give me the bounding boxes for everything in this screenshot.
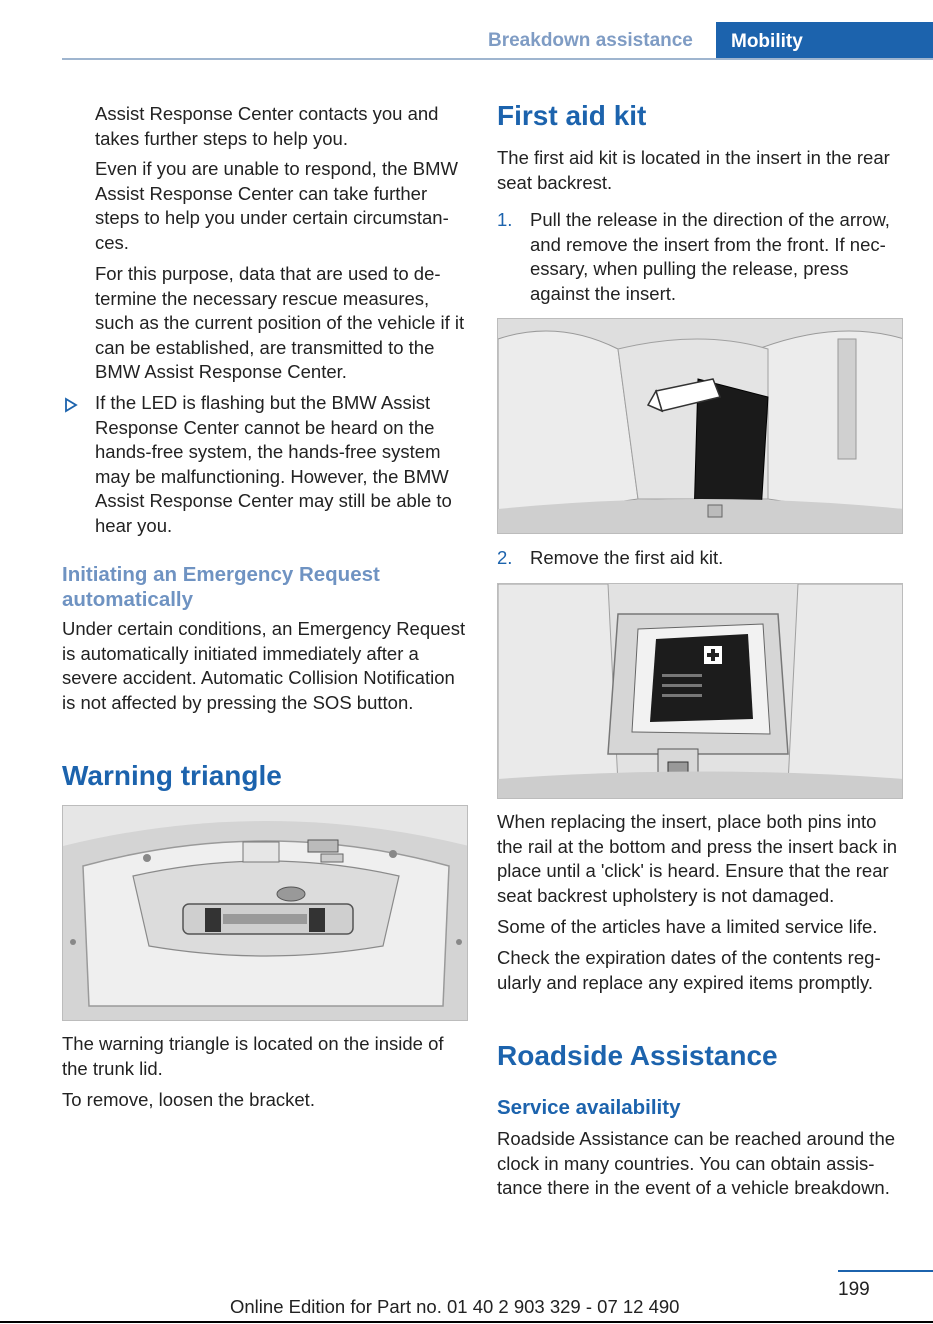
- replace-insert-text: When replacing the insert, place both pins into the rail at the bottom and press the insert back in place until a 'click' is heard. Ensure that the rear seat backrest upholstery is not damaged.: [497, 811, 898, 906]
- header-chapter-tab: [716, 22, 933, 60]
- step-1-number: 1.: [497, 209, 513, 230]
- service-availability-heading: Service availability: [497, 1096, 681, 1119]
- led-bullet-text: If the LED is flashing but the BMW Assist Response Center cannot be heard on the hands-free system, the hands-free system may be malfunctioning. However, the BMW Assist Response Center may still be able to hear you.: [95, 392, 452, 536]
- assist-para-3: For this purpose, data that are used to determine the necessary rescue measures, such as the current position of the vehicle if it can be established, are transmitted to the BMW Assist Response Center.: [95, 263, 465, 382]
- footer-rule: [838, 1270, 933, 1272]
- seat-insert-image: [497, 318, 903, 534]
- first-aid-kit-image: [497, 583, 903, 799]
- triangle-bullet-icon: [64, 397, 78, 413]
- expiration-text: Check the expiration dates of the contents regularly and replace any expired items promptly.: [497, 947, 881, 993]
- header-chapter-label: Mobility: [731, 31, 803, 52]
- emergency-heading: Initiating an Emergency Request automatically: [62, 563, 380, 611]
- header-rule: [62, 58, 933, 60]
- step-2-text: Remove the first aid kit.: [530, 547, 724, 568]
- first-aid-heading: First aid kit: [497, 100, 647, 131]
- warning-text-2: To remove, loosen the bracket.: [62, 1089, 315, 1110]
- step-2-number: 2.: [497, 547, 513, 568]
- header-section-title: Breakdown assistance: [488, 30, 693, 51]
- edition-footer: Online Edition for Part no. 01 40 2 903 329 - 07 12 490: [230, 1296, 680, 1317]
- page-bottom-edge: [0, 1321, 933, 1323]
- warning-text-1: The warning triangle is located on the inside of the trunk lid.: [62, 1033, 444, 1079]
- warning-triangle-heading: Warning triangle: [62, 760, 282, 791]
- service-availability-text: Roadside Assistance can be reached around the clock in many countries. You can obtain assistance there in the event of a vehicle breakdown.: [497, 1128, 896, 1198]
- first-aid-intro: The first aid kit is located in the insert in the rear seat backrest.: [497, 147, 890, 193]
- emergency-text: Under certain conditions, an Emergency Request is automatically initiated immediately after a severe accident. Automatic Collision Notification is not affected by pressing the SOS button.: [62, 618, 466, 713]
- assist-para-1: Assist Response Center contacts you and takes further steps to help you.: [95, 103, 439, 149]
- assist-para-2: Even if you are unable to respond, the BMW Assist Response Center can take further steps to help you under certain circumstances.: [95, 158, 459, 253]
- step-1-text: Pull the release in the direction of the arrow, and remove the insert from the front. If necessary, when pulling the release, press against the insert.: [530, 209, 890, 304]
- page-number: 199: [838, 1279, 870, 1300]
- page-header: [0, 0, 933, 62]
- trunk-lid-image: [62, 805, 468, 1021]
- service-life-text: Some of the articles have a limited service life.: [497, 916, 878, 937]
- roadside-heading: Roadside Assistance: [497, 1040, 778, 1071]
